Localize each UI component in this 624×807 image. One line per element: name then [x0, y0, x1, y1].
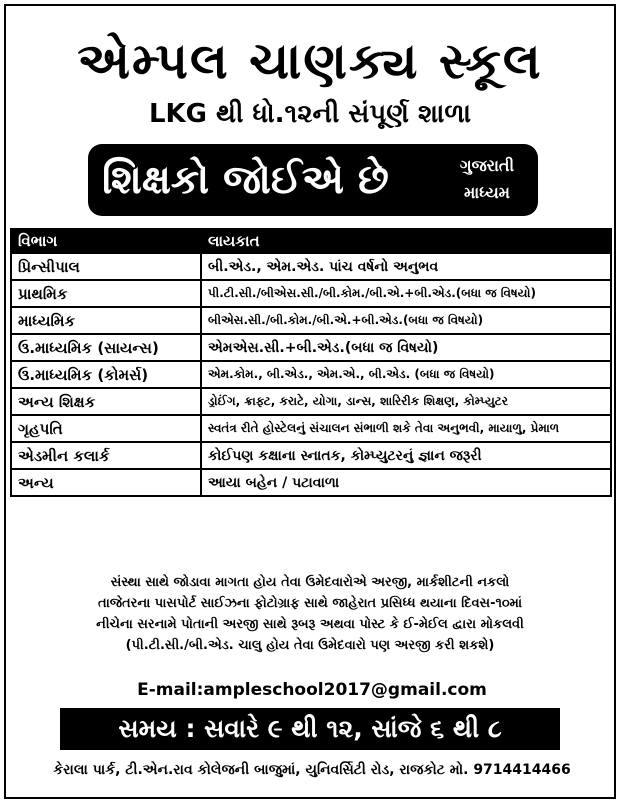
table-row [11, 388, 611, 415]
department-cell: પ્રાથમિક [11, 280, 201, 307]
department-cell: અન્ય [11, 469, 201, 496]
department-cell: પ્રિન્સીપાલ [11, 253, 201, 280]
department-cell: ઉ.માધ્યમિક (કોમર્સ) [11, 361, 201, 388]
instruction-line: નીચેના સરનામે પોતાની અરજી સાથે રૂબરૂ અથવા પોસ્ટ કે ઈ-મેઈલ દ્વારા મોકલવી [96, 617, 524, 632]
application-instructions [10, 572, 610, 656]
qualification-cell: ડ્રોઈંગ, ક્રાફ્ટ, કરાટે, યોગા, ડાન્સ, શારિરીક શિક્ષણ, કોમ્પ્યુટર [201, 388, 611, 415]
teachers-wanted-banner [88, 144, 538, 216]
email-label: E-mail: [137, 680, 204, 700]
table-row [11, 442, 611, 469]
medium-line-1: ગુજરાતી [459, 156, 515, 175]
qualification-cell: બી.એડ., એમ.એડ. પાંચ વર્ષનો અનુભવ [201, 253, 611, 280]
qualification-cell: સ્વતંત્ર રીતે હોસ્ટેલનું સંચાલન સંભાળી શકે તેવા અનુભવી, માયાળુ, પ્રેમાળ [201, 415, 611, 442]
table-row [11, 334, 611, 361]
department-cell: ગૃહપતિ [11, 415, 201, 442]
instruction-line: (પી.ટી.સી./બી.એડ. ચાલુ હોય તેવા ઉમેદવારો પણ અરજી કરી શકશે) [125, 638, 495, 653]
column-header-department: વિભાગ [11, 229, 201, 253]
vacancy-table [10, 228, 612, 497]
medium-label [440, 152, 534, 206]
school-subtitle: LKG થી ધો.૧૨ની સંપૂર્ણ શાળા [148, 99, 472, 129]
column-header-qualification: લાયકાત [201, 229, 611, 253]
department-cell: એડમીન કલાર્ક [11, 442, 201, 469]
instruction-line: તાજેતરના પાસપોર્ટ સાઈઝના ફોટોગ્રાફ સાથે જાહેરાત પ્રસિધ્ધ થયાના દિવસ-૧૦માં [97, 596, 523, 611]
table-row [11, 415, 611, 442]
medium-line-2: માધ્યમ [464, 183, 510, 202]
table-row [11, 253, 611, 280]
table-row [11, 469, 611, 496]
instruction-line: સંસ્થા સાથે જોડાવા માગતા હોય તેવા ઉમેદવારોએ અરજી, માર્કશીટની નકલો [110, 575, 510, 590]
table-row [11, 280, 611, 307]
contact-email [0, 680, 624, 700]
qualification-cell: એમએસ.સી.+બી.એડ.(બધા જ વિષયો) [201, 334, 611, 361]
department-cell: અન્ય શિક્ષક [11, 388, 201, 415]
email-address: ampleschool2017@gmail.com [203, 680, 487, 700]
qualification-cell: કોઈપણ કક્ષાના સ્નાતક, કોમ્પ્યુટરનું જ્ઞાન જરૂરી [201, 442, 611, 469]
timing-banner: સમય : સવારે ૯ થી ૧૨, સાંજે ૬ થી ૮ [60, 708, 560, 750]
qualification-cell: બીએસ.સી./બી.કોમ./બી.એ.+બી.એડ.(બધા જ વિષયો) [201, 307, 611, 334]
table-header-row [11, 229, 611, 253]
qualification-cell: આયા બહેન / પટાવાળા [201, 469, 611, 496]
table-row [11, 307, 611, 334]
address-line: કેરાલા પાર્ક, ટી.એન.રાવ કોલેજની બાજુમાં, યુનિવર્સિટી રોડ, રાજકોટ મો. 9714414466 [53, 762, 571, 778]
teachers-wanted-heading: શિક્ષકો જોઈએ છે [102, 157, 389, 203]
qualification-cell: એમ.કોમ., બી.એડ., એમ.એ., બી.એડ. (બધા જ વિષયો) [201, 361, 611, 388]
table-row [11, 361, 611, 388]
school-name: એમ્પલ ચાણક્ય સ્કૂલ [77, 32, 543, 90]
department-cell: ઉ.માધ્યમિક (સાયન્સ) [11, 334, 201, 361]
department-cell: માધ્યમિક [11, 307, 201, 334]
qualification-cell: પી.ટી.સી./બીએસ.સી./બી.કોમ./બી.એ.+બી.એડ.(બધા જ વિષયો) [201, 280, 611, 307]
